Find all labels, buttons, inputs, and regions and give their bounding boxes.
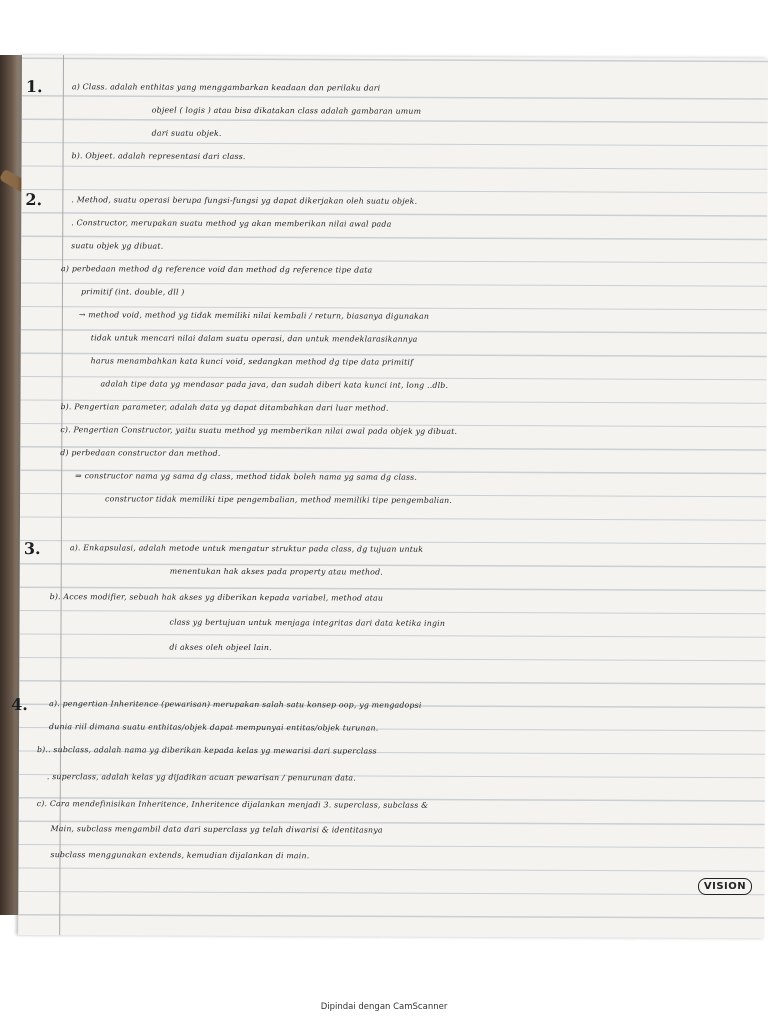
- q2-line-1: . Method, suatu operasi berupa fungsi-fungsi yg dapat dikerjakan oleh suatu objek.: [71, 195, 418, 206]
- q2-line-11: c). Pengertian Constructor, yaitu suatu method yg memberikan nilai awal pada objek yg dibuat.: [60, 425, 458, 436]
- q2-line-4: a) perbedaan method dg reference void dan method dg reference tipe data: [61, 264, 373, 275]
- question-number-3: 3.: [23, 539, 41, 559]
- q2-line-6: → method void, method yg tidak memiliki nilai kembali / return, biasanya digunakan: [78, 310, 430, 321]
- q1-line-1: a) Class. adalah enthitas yang menggambarkan keadaan dan perilaku dari: [71, 82, 381, 93]
- q4-line-1: a). pengertian Inheritence (pewarisan) merupakan salah satu konsep oop, yg mengadopsi: [49, 699, 422, 710]
- q2-line-10: b). Pengertian parameter, adalah data yg dapat ditambahkan dari luar method.: [60, 402, 389, 413]
- q3-line-4: class yg bertujuan untuk menjaga integritas dari data ketika ingin: [169, 617, 446, 628]
- q2-line-5: primitif (int. double, dll ): [80, 287, 185, 297]
- notebook-brand-stamp: VISION: [698, 878, 752, 895]
- question-number-2: 2.: [25, 190, 43, 210]
- q4-line-2: dunia riil dimana suatu enthitas/objek dapat mempunyai entitas/objek turunan.: [49, 722, 379, 733]
- q2-line-9: adalah tipe data yg mendasar pada java, dan sudah diberi kata kunci int, long ..dlb.: [100, 379, 449, 390]
- q4-line-4: . superclass, adalah kelas yg dijadikan acuan pewarisan / penurunan data.: [46, 772, 356, 783]
- q4-line-5: c). Cara mendefinisikan Inheritence, Inheritence dijalankan menjadi 3. superclass, subclass &: [36, 799, 429, 810]
- notebook-page: [11, 55, 768, 938]
- q2-line-3: suatu objek yg dibuat.: [71, 241, 164, 251]
- q2-line-8: harus menambahkan kata kunci void, sedangkan method dg tipe data primitif: [90, 356, 414, 367]
- question-number-1: 1.: [25, 77, 43, 97]
- q3-line-1: a). Enkapsulasi, adalah metode untuk mengatur struktur pada class, dg tujuan untuk: [69, 543, 424, 554]
- q3-line-5: di akses oleh objeel lain.: [169, 642, 272, 653]
- q4-line-6: Main, subclass mengambil data dari superclass yg telah diwarisi & identitasnya: [50, 824, 383, 835]
- q2-line-12: d) perbedaan constructor dan method.: [60, 448, 221, 458]
- q2-line-13: ⇒ constructor nama yg sama dg class, method tidak boleh nama yg sama dg class.: [75, 471, 418, 482]
- q3-line-3: b). Acces modifier, sebuah hak akses yg diberikan kepada variabel, method atau: [49, 592, 384, 603]
- q1-line-3: dari suatu objek.: [151, 128, 222, 138]
- q1-line-2: objeel ( logis ) atau bisa dikatakan class adalah gambaran umum: [151, 105, 422, 116]
- q2-line-7: tidak untuk mencari nilai dalam suatu operasi, dan untuk mendeklarasikannya: [90, 333, 418, 344]
- q2-line-2: . Constructor, merupakan suatu method yg akan memberikan nilai awal pada: [71, 218, 392, 229]
- question-number-4: 4.: [11, 694, 28, 715]
- q3-line-2: menentukan hak akses pada property atau method.: [169, 566, 383, 577]
- q1-line-4: b). Objeet. adalah representasi dari class.: [71, 151, 246, 161]
- q4-line-3: b).. subclass, adalah nama yg diberikan kepada kelas yg mewarisi dari superclass: [36, 745, 377, 756]
- q4-line-7: subclass menggunakan extends, kemudian dijalankan di main.: [50, 850, 310, 861]
- scanner-footer-text: Dipindai dengan CamScanner: [320, 1002, 448, 1012]
- q2-line-14: constructor tidak memiliki tipe pengembalian, method memiliki tipe pengembalian.: [105, 494, 453, 505]
